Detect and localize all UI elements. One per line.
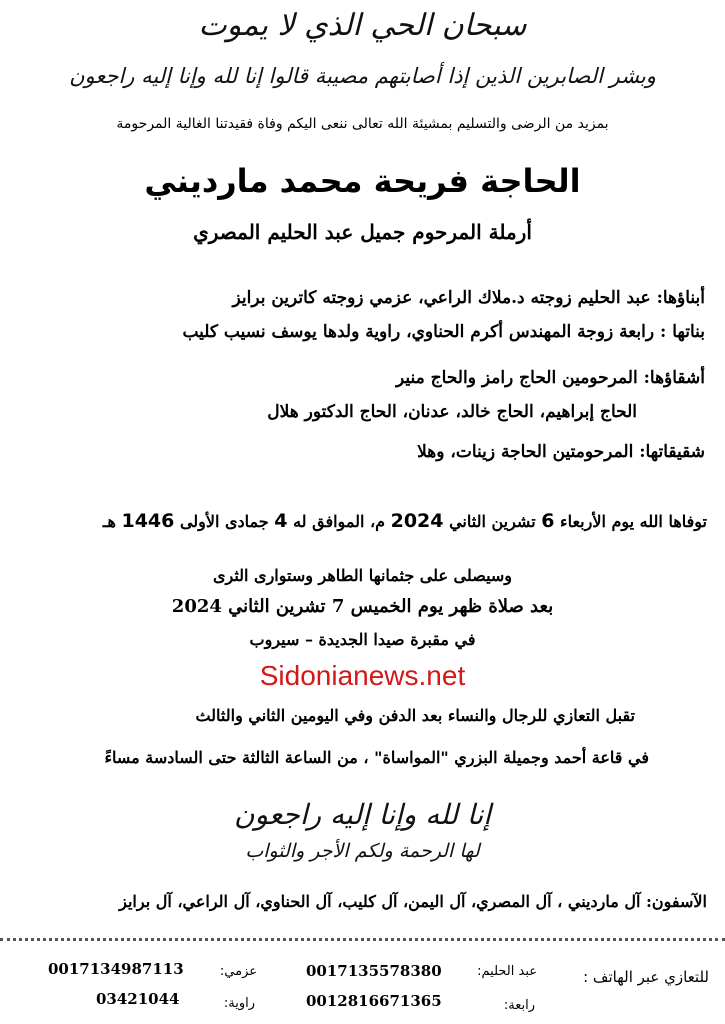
phone-number[interactable]: 0017134987113 (48, 960, 184, 978)
death-year-hijri: 1446 (121, 510, 175, 532)
phone-entry (220, 960, 257, 979)
death-day-greg: 6 (541, 510, 555, 532)
watermark-text: Sidonianews.net (259, 660, 466, 691)
death-notice (103, 510, 707, 532)
widow-of-line: أرملة المرحوم جميل عبد الحليم المصري (193, 220, 532, 244)
calligraphy-inna-lillah: إنا لله وإنا إليه راجعون (233, 798, 492, 831)
mourners-families: الآسفون: آل مارديني ، آل المصري، آل اليمن، آل كليب، آل الحناوي، آل الراعي، آل برايز (119, 892, 707, 911)
death-suffix: هـ (102, 512, 116, 531)
death-mid: م، الموافق له (293, 512, 386, 531)
death-month-hijri: جمادى الأولى (179, 512, 269, 531)
death-month-greg: تشرين الثاني (449, 512, 536, 531)
condolences-line1: تقبل التعازي للرجال والنساء بعد الدفن وفي اليومين الثاني والثالث (195, 706, 635, 725)
calligraphy-rahma: لها الرحمة ولكم الأجر والثواب (245, 840, 480, 862)
calligraphy-quran-verse: وبشر الصابرين الذين إذا أصابتهم مصيبة قالوا إنا لله وإنا إليه راجعون (69, 64, 656, 88)
funeral-line3: في مقبرة صيدا الجديدة – سيروب (249, 630, 476, 649)
death-prefix: توفاها الله يوم الأربعاء (560, 512, 707, 531)
phone-entry (504, 994, 535, 1013)
phone-entry (477, 960, 537, 979)
phone-name: عبد الحليم: (477, 964, 537, 979)
deceased-name: الحاجة فريحة محمد مارديني (144, 162, 581, 200)
calligraphy-subhan: سبحان الحي الذي لا يموت (198, 8, 527, 43)
dotted-divider (0, 938, 725, 941)
phone-number[interactable]: 03421044 (96, 990, 180, 1008)
phone-number[interactable]: 0017135578380 (306, 962, 442, 980)
phone-name: رابعة: (503, 998, 535, 1013)
death-year-greg: 2024 (390, 510, 444, 532)
relatives-brothers-deceased: أشقاؤها: المرحومين الحاج رامز والحاج منير (396, 368, 705, 388)
phone-condolence-label: للتعازي عبر الهاتف : (583, 968, 709, 986)
death-day-hijri: 4 (274, 510, 288, 532)
announcement-text: بمزيد من الرضى والتسليم بمشيئة الله تعالى ننعى اليكم وفاة فقيدتنا الغالية المرحومة (116, 116, 609, 132)
phone-name: عزمي: (219, 964, 257, 979)
relatives-sons: أبناؤها: عبد الحليم زوجته د.ملاك الراعي، عزمي زوجته كاترين برايز (232, 288, 705, 308)
funeral-line2: بعد صلاة ظهر يوم الخميس 7 تشرين الثاني 2024 (171, 596, 554, 617)
phone-number[interactable]: 0012816671365 (306, 992, 442, 1010)
phone-entry (224, 992, 255, 1011)
condolences-line2: في قاعة أحمد وجميلة البزري "المواساة" ، من الساعة الثالثة حتى السادسة مساءً (104, 748, 649, 767)
relatives-sisters: شقيقاتها: المرحومتين الحاجة زينات، وهلا (417, 442, 705, 462)
relatives-brothers: الحاج إبراهيم، الحاج خالد، عدنان، الحاج الدكتور هلال (267, 402, 637, 422)
relatives-daughters: بناتها : رابعة زوجة المهندس أكرم الحناوي، راوية ولدها يوسف نسيب كليب (182, 322, 705, 342)
funeral-line1: وسيصلى على جثمانها الطاهر وستوارى الثرى (212, 566, 513, 585)
phone-name: راوية: (223, 996, 255, 1011)
